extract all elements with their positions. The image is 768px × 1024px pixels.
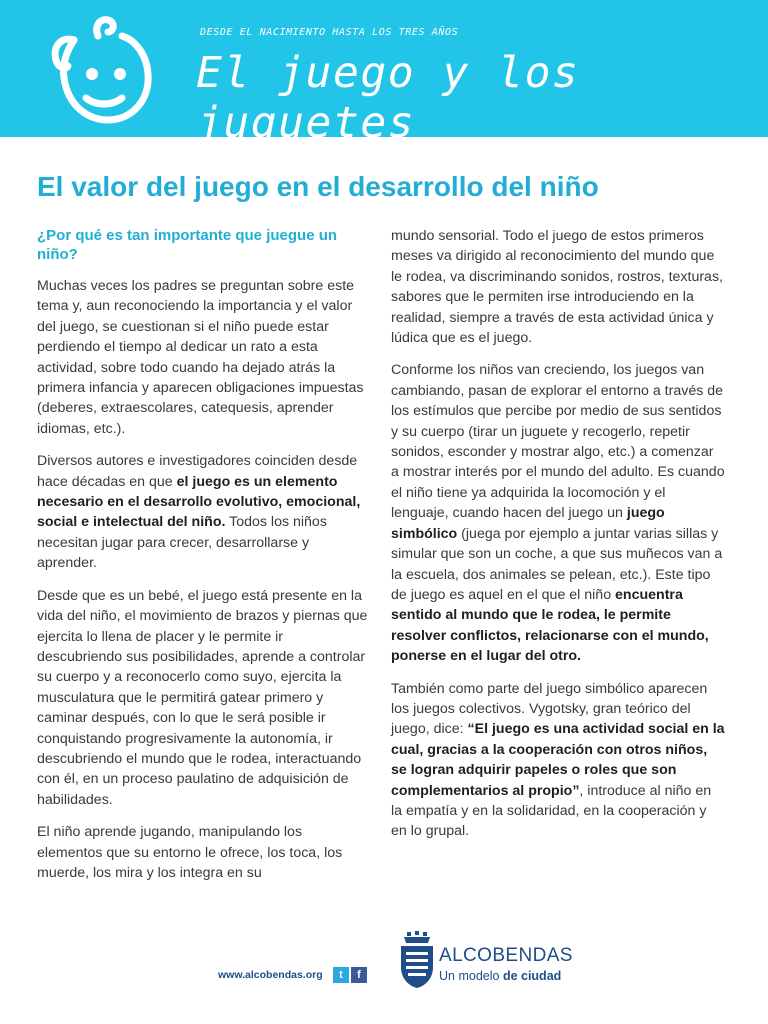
facebook-icon[interactable]: f xyxy=(351,967,367,983)
paragraph-6-text-c: , introduce al niño en la empatía y en la solidaridad, en la cooperación y en lo grupal. xyxy=(391,782,712,840)
paragraph-2-text-c: Todos los niños necesitan jugar para crecer, desarrollarse y aprender. xyxy=(37,514,327,572)
paragraph-6 xyxy=(391,679,725,842)
paragraph-1: Muchas veces los padres se preguntan sobre este tema y, aun reconociendo la importancia y el valor del juego, se cuestionan si el niño puede estar perdiendo el tiempo al dedicar un rato a esta actividad, sobre todo cuando ha dejado atrás la primera infancia y aparecen obligaciones impuestas (deberes, extraescolares, catequesis, aprender idiomas, etc.). xyxy=(37,278,364,437)
column-left xyxy=(37,226,371,895)
paragraph-5-text-c: (juega por ejemplo a juntar varias sillas y simular que son un coche, a que sus muñecos van a la escuela, dos animales se pelean, etc.). Este tipo de juego es aquel en el que el niño xyxy=(391,525,723,603)
paragraph-2 xyxy=(37,451,371,573)
paragraph-5-bold-juego-simbolico: juego simbólico xyxy=(391,505,665,542)
slogan-text-b: de ciudad xyxy=(502,969,562,983)
alcobendas-slogan xyxy=(439,969,561,983)
paragraph-2-text-a: Diversos autores e investigadores coinciden desde hace décadas en que xyxy=(37,453,358,490)
baby-face-icon xyxy=(38,8,160,130)
alcobendas-crest-icon xyxy=(398,931,436,989)
column-right xyxy=(391,226,725,854)
header-tagline: DESDE EL NACIMIENTO HASTA LOS TRES AÑOS xyxy=(200,27,459,38)
paragraph-2-bold: el juego es un elemento necesario en el desarrollo evolutivo, emocional, social e intelectual del niño. xyxy=(37,473,361,531)
paragraph-5 xyxy=(391,360,725,666)
twitter-icon[interactable]: t xyxy=(333,967,349,983)
website-link[interactable]: www.alcobendas.org xyxy=(218,969,323,981)
paragraph-5-text-a: Conforme los niños van creciendo, los juegos van cambiando, pasan de explorar el entorno a través de los estímulos que percibe por medio de sus sentidos y su cuerpo (tirar un juguete y recogerlo, repetir sonidos, esconder y mostrar algo, etc.) a comenzar a mostrar interés por el mundo del adulto. Es cuando el niño tiene ya adquirida la locomoción y el lenguaje, cuando hacen del juego un xyxy=(391,362,725,522)
slogan-text-a: Un modelo xyxy=(439,969,503,983)
paragraph-4-part-1: El niño aprende jugando, manipulando los elementos que su entorno le ofrece, los toca, los muerde, los mira y los integra en su xyxy=(37,824,343,881)
header-banner xyxy=(0,0,768,148)
paragraph-3: Desde que es un bebé, el juego está presente en la vida del niño, el movimiento de brazos y piernas que ejercita lo llena de placer y le permite ir descubriendo sus posibilidades, aprende a controlar su cuerpo y a reconocerlo como suyo, ejercita la musculatura que le permitirá gatear primero y caminar después, con lo que le será posible ir conquistando progresivamente la autonomía, ir descubriendo el mundo que le rodea, interactuando con él, en un proceso paulatino de adquisición de habilidades. xyxy=(37,587,368,808)
article-subtitle: ¿Por qué es tan importante que juegue un niño? xyxy=(37,227,338,263)
alcobendas-logo-text: ALCOBENDAS xyxy=(439,945,573,966)
header-title: El juego y los juguetes xyxy=(196,48,580,148)
article-title: El valor del juego en el desarrollo del niño xyxy=(37,171,599,202)
paragraph-6-text-a: También como parte del juego simbólico aparecen los juegos colectivos. Vygotsky, gran teórico del juego, dice: xyxy=(391,680,708,738)
paragraph-6-quote: “El juego es una actividad social en la cual, gracias a la cooperación con otros niños, se logran adquirir papeles o roles que son complementarios al propio” xyxy=(391,721,725,799)
paragraph-4-part-2: mundo sensorial. Todo el juego de estos primeros meses va dirigido al reconocimiento del mundo que le rodea, va discriminando sonidos, rostros, texturas, sabores que le permiten irse introduciendo en la realidad, siempre a través de esta actividad única y lúdica que es el juego. xyxy=(391,228,723,347)
paragraph-5-bold-end: encuentra sentido al mundo que le rodea, le permite resolver conflictos, relacionarse con el mundo, ponerse en el lugar del otro. xyxy=(391,586,709,665)
